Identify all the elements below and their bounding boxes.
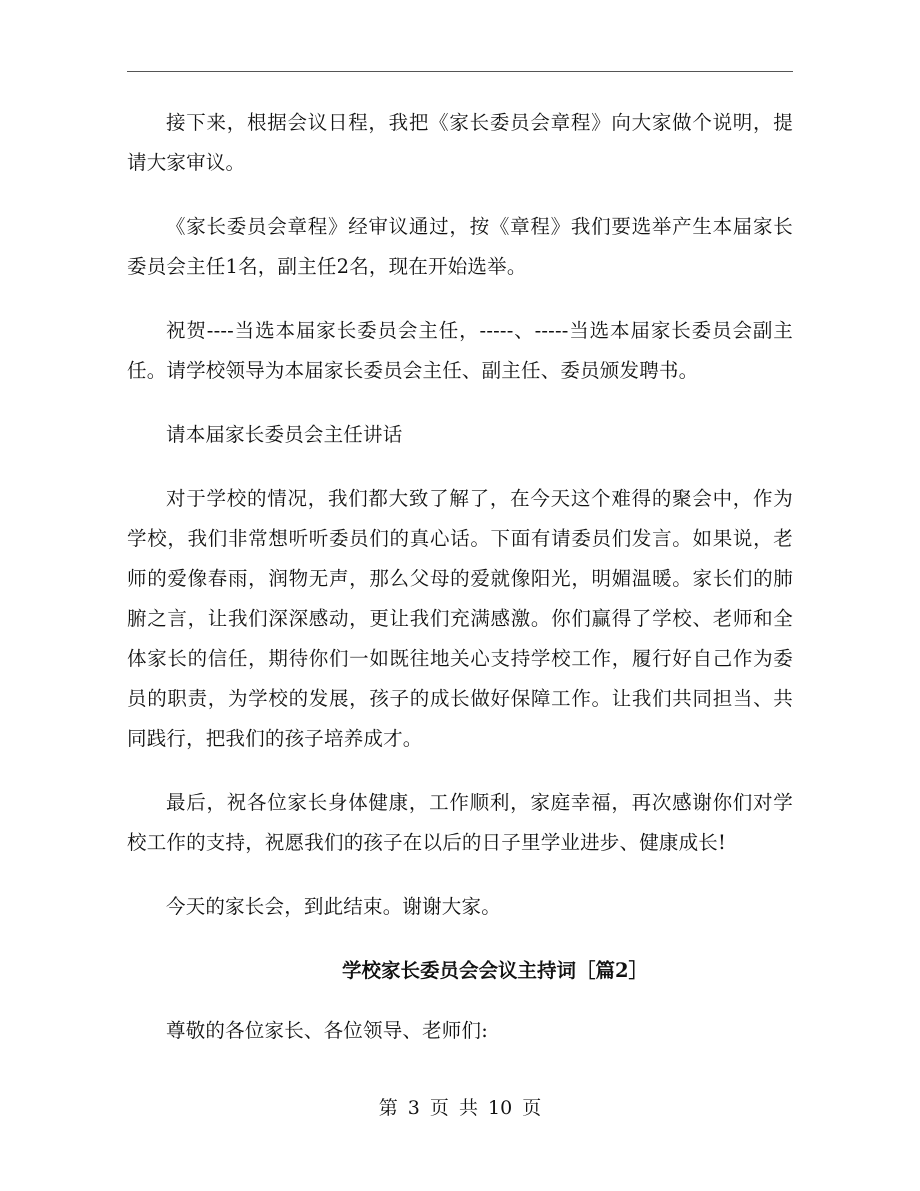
paragraph-director-speech: 请本届家长委员会主任讲话 — [166, 423, 403, 446]
paragraph-congratulations: 祝贺----当选本届家长委员会主任，-----、-----当选本届家长委员会副主任。请学校领导为本届家长委员会主任、副主任、委员颁发聘书。 — [127, 319, 793, 382]
section-heading: 学校家长委员会会议主持词［篇2］ — [341, 959, 649, 982]
page-number: 第 3 页 共 10 页 — [378, 1097, 542, 1119]
paragraph-school-remarks: 对于学校的情况，我们都大致了解了，在今天这个难得的聚会中，作为学校，我们非常想听听委员们的真心话。下面有请委员们发言。如果说，老师的爱像春雨，润物无声，那么父母的爱就像阳光，明媚温暖。家长们的肺腑之言，让我们深深感动，更让我们充满感激。你们赢得了学校、老师和全体家长的信任，期待你们一如既往地关心支持学校工作，履行好自己作为委员的职责，为学校的发展，孩子的成长做好保障工作。让我们共同担当、共同践行，把我们的孩子培养成才。 — [127, 487, 793, 750]
paragraph-closing-wishes: 最后，祝各位家长身体健康，工作顺利，家庭幸福，再次感谢你们对学校工作的支持，祝愿我们的孩子在以后的日子里学业进步、健康成长! — [127, 791, 793, 854]
document-body — [127, 103, 793, 1075]
paragraph-agenda: 接下来，根据会议日程，我把《家长委员会章程》向大家做个说明，提请大家审议。 — [127, 111, 793, 174]
greeting-line: 尊敬的各位家长、各位领导、老师们: — [166, 1019, 488, 1042]
header-rule — [127, 71, 793, 72]
paragraph-conclusion: 今天的家长会，到此结束。谢谢大家。 — [166, 895, 501, 918]
paragraph-election: 《家长委员会章程》经审议通过，按《章程》我们要选举产生本届家长委员会主任1名，副主任2名，现在开始选举。 — [127, 215, 793, 278]
